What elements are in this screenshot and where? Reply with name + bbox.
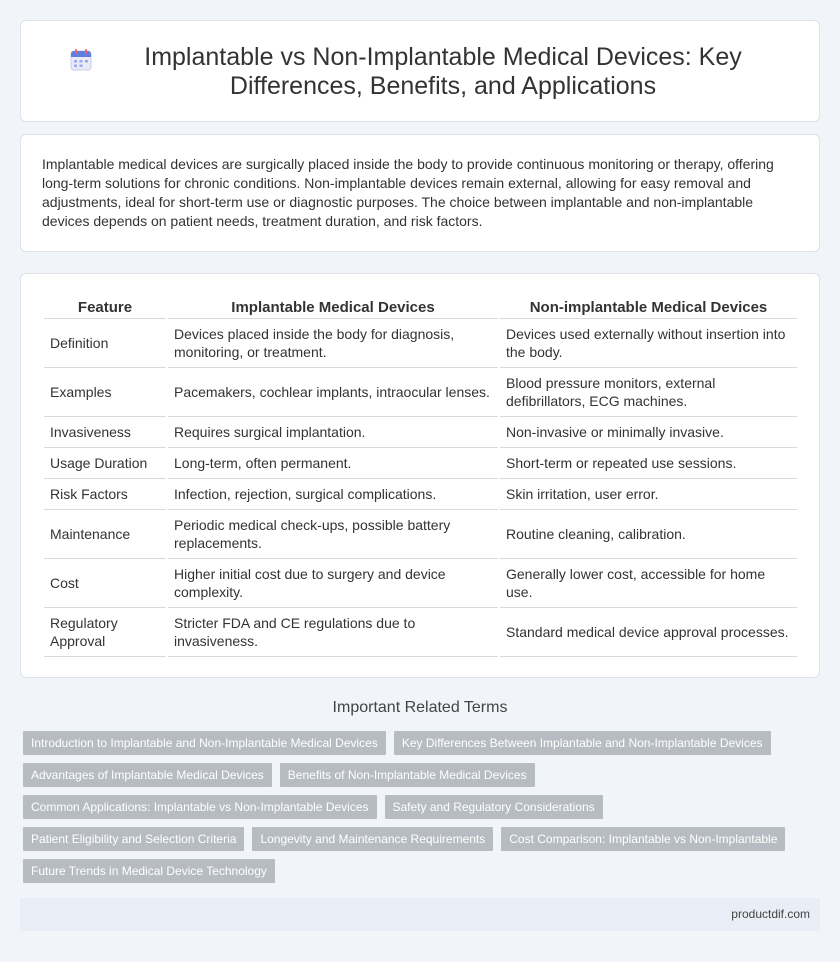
table-row [44,510,797,559]
row-feature: Examples [44,368,166,417]
row-non-implantable: Devices used externally without insertion into the body. [500,319,797,368]
table-row [44,319,797,368]
comparison-table [42,294,799,657]
related-tag[interactable]: Patient Eligibility and Selection Criteria [23,827,244,851]
header-feature: Feature [44,294,166,319]
related-tag[interactable]: Common Applications: Implantable vs Non-Implantable Devices [23,795,377,819]
related-tag[interactable]: Introduction to Implantable and Non-Implantable Medical Devices [23,731,386,755]
row-implantable: Requires surgical implantation. [168,417,498,448]
table-row [44,448,797,479]
row-non-implantable: Blood pressure monitors, external defibrillators, ECG machines. [500,368,797,417]
row-feature: Regulatory Approval [44,608,166,657]
footer [20,898,820,931]
header-implantable: Implantable Medical Devices [168,294,498,319]
intro-text: Implantable medical devices are surgically placed inside the body to provide continuous monitoring or therapy, offering long-term solutions for chronic conditions. Non-implantable devices remain external, allowing for easy removal and adjustments, ideal for short-term use or diagnostic purposes. The choice between implantable and non-implantable devices depends on patient needs, treatment duration, and risk factors. [42,156,774,229]
row-implantable: Long-term, often permanent. [168,448,498,479]
comparison-card [20,273,820,678]
footer-site[interactable]: productdif.com [731,907,810,921]
row-feature: Maintenance [44,510,166,559]
table-row [44,608,797,657]
related-tag[interactable]: Cost Comparison: Implantable vs Non-Implantable [501,827,785,851]
related-terms-title: Important Related Terms [332,699,508,716]
related-tags [23,731,813,883]
row-feature: Cost [44,559,166,608]
row-implantable: Infection, rejection, surgical complications. [168,479,498,510]
related-tag[interactable]: Future Trends in Medical Device Technology [23,859,275,883]
related-tag[interactable]: Key Differences Between Implantable and Non-Implantable Devices [394,731,771,755]
row-feature: Definition [44,319,166,368]
row-non-implantable: Standard medical device approval processes. [500,608,797,657]
row-feature: Usage Duration [44,448,166,479]
row-implantable: Higher initial cost due to surgery and device complexity. [168,559,498,608]
row-implantable: Periodic medical check-ups, possible battery replacements. [168,510,498,559]
row-non-implantable: Short-term or repeated use sessions. [500,448,797,479]
related-tag[interactable]: Advantages of Implantable Medical Devices [23,763,272,787]
row-non-implantable: Skin irritation, user error. [500,479,797,510]
table-row [44,479,797,510]
row-non-implantable: Routine cleaning, calibration. [500,510,797,559]
page-title: Implantable vs Non-Implantable Medical Devices: Key Differences, Benefits, and Applications [144,43,742,100]
intro-card [20,134,820,252]
related-tag[interactable]: Benefits of Non-Implantable Medical Devices [280,763,535,787]
row-feature: Risk Factors [44,479,166,510]
row-non-implantable: Generally lower cost, accessible for home use. [500,559,797,608]
row-feature: Invasiveness [44,417,166,448]
table-row [44,417,797,448]
row-non-implantable: Non-invasive or minimally invasive. [500,417,797,448]
header-card [20,20,820,122]
related-tag[interactable]: Safety and Regulatory Considerations [385,795,603,819]
row-implantable: Devices placed inside the body for diagnosis, monitoring, or treatment. [168,319,498,368]
header-non-implantable: Non-implantable Medical Devices [500,294,797,319]
row-implantable: Pacemakers, cochlear implants, intraocular lenses. [168,368,498,417]
row-implantable: Stricter FDA and CE regulations due to invasiveness. [168,608,498,657]
table-row [44,559,797,608]
related-tag[interactable]: Longevity and Maintenance Requirements [252,827,493,851]
table-row [44,368,797,417]
